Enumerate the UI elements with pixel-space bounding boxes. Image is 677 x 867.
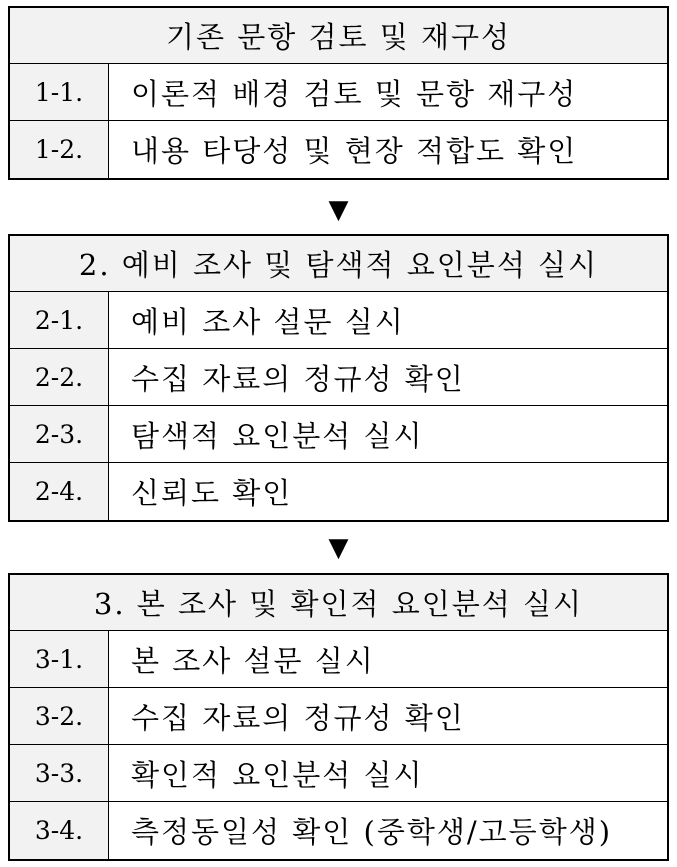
step-1-block xyxy=(8,6,669,180)
step-row-number: 2-4. xyxy=(10,463,109,520)
step-row-number: 1-1. xyxy=(10,64,109,120)
step-2-header: 2. 예비 조사 및 탐색적 요인분석 실시 xyxy=(10,236,667,292)
step-row-number: 3-2. xyxy=(10,688,109,744)
step-3-header: 3. 본 조사 및 확인적 요인분석 실시 xyxy=(10,575,667,631)
step-row xyxy=(10,292,667,349)
step-row-number: 2-3. xyxy=(10,406,109,462)
step-row xyxy=(10,406,667,463)
step-row-text: 확인적 요인분석 실시 xyxy=(109,745,667,801)
step-row-text: 내용 타당성 및 현장 적합도 확인 xyxy=(109,121,667,178)
step-2-block xyxy=(8,234,669,522)
step-row-text: 탐색적 요인분석 실시 xyxy=(109,406,667,462)
step-row xyxy=(10,121,667,178)
step-row xyxy=(10,745,667,802)
step-row xyxy=(10,802,667,859)
step-row-number: 1-2. xyxy=(10,121,109,178)
step-row xyxy=(10,688,667,745)
step-row-text: 이론적 배경 검토 및 문항 재구성 xyxy=(109,64,667,120)
step-row-text: 신뢰도 확인 xyxy=(109,463,667,520)
step-row-text: 측정동일성 확인 (중학생/고등학생) xyxy=(109,802,667,859)
step-row xyxy=(10,463,667,520)
step-row-number: 3-1. xyxy=(10,631,109,687)
step-row-number: 3-4. xyxy=(10,802,109,859)
step-row-number: 2-1. xyxy=(10,292,109,348)
step-1-header: 기존 문항 검토 및 재구성 xyxy=(10,8,667,64)
step-row-text: 예비 조사 설문 실시 xyxy=(109,292,667,348)
step-row xyxy=(10,64,667,121)
step-row-number: 3-3. xyxy=(10,745,109,801)
step-row xyxy=(10,631,667,688)
step-row-number: 2-2. xyxy=(10,349,109,405)
step-row-text: 본 조사 설문 실시 xyxy=(109,631,667,687)
down-arrow-icon: ▼ xyxy=(328,533,349,563)
step-row xyxy=(10,349,667,406)
step-row-text: 수집 자료의 정규성 확인 xyxy=(109,688,667,744)
step-row-text: 수집 자료의 정규성 확인 xyxy=(109,349,667,405)
step-3-block xyxy=(8,573,669,861)
down-arrow-icon: ▼ xyxy=(328,195,349,225)
